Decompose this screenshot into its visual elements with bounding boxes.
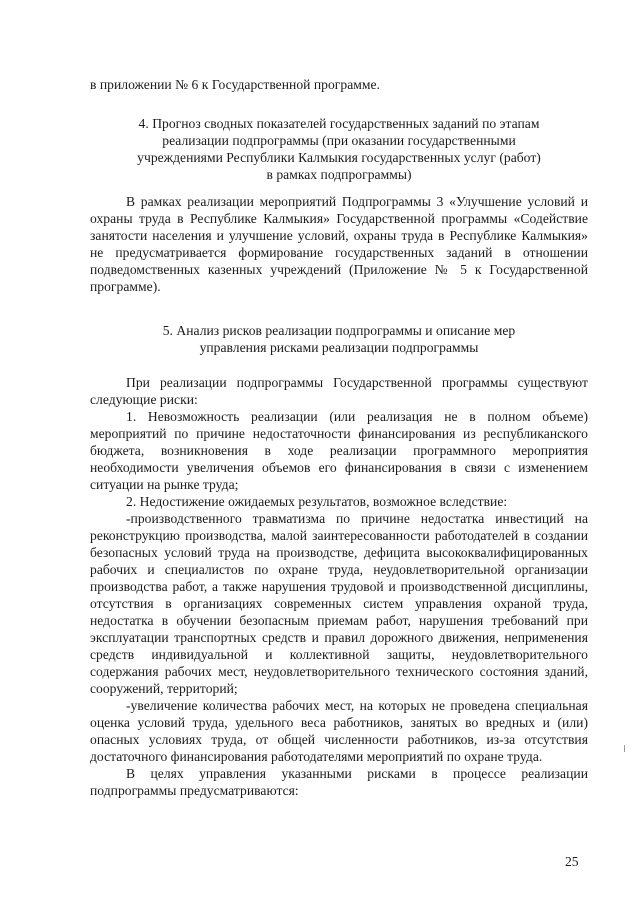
intro-text — [90, 76, 588, 93]
paragraph: -производственного травматизма по причине недостатка инвестиций на реконструкцию производства, малой заинтересованности работодателей в создании безопасных условий труда на производстве, дефицита высококвалифицированных рабочих и специалистов по охране труда, неудовлетворительной организации производства работ, а также нарушения трудовой и производственной дисциплины, отсутствия в организациях современных систем управления охраной труда, недостатка в обучении безопасным приемам работ, нарушения требований при эксплуатации транспортных средств и правил дорожного движения, неприменения средств индивидуальной и коллективной защиты, неудовлетворительного содержания рабочих мест, неудовлетворительного технического состояния зданий, сооружений, территорий; — [90, 511, 588, 696]
scan-mark — [624, 745, 625, 752]
page-number: 25 — [565, 854, 579, 869]
section-4-title: 4. Прогноз сводных показателей государственных заданий по этапам реализации подпрограммы (при оказании государственными учреждениями Республики Калмыкия государственных услуг (работ) в рамках подпрограммы) — [137, 116, 541, 182]
section-5-body — [90, 374, 588, 799]
section-4-heading — [90, 115, 588, 183]
intro-line: в приложении № 6 к Государственной программе. — [90, 77, 380, 92]
paragraph: При реализации подпрограммы Государственной программы существуют следующие риски: — [90, 375, 588, 407]
paragraph: -увеличение количества рабочих мест, на которых не проведена специальная оценка условий труда, удельного веса работников, занятых во вредных и (или) опасных условиях труда, от общей численности работников, из-за отсутствия достаточного финансирования работодателями мероприятий по охране труда. — [90, 698, 588, 764]
section-5-title: 5. Анализ рисков реализации подпрограммы и описание мер управления рисками реализации подпрограммы — [162, 323, 516, 355]
paragraph: В целях управления указанными рисками в процессе реализации подпрограммы предусматриваются: — [90, 766, 588, 798]
paragraph: 1. Невозможность реализации (или реализация не в полном объеме) мероприятий по причине недостаточности финансирования из республиканского бюджета, возникновения в ходе реализации программного мероприятия необходимости увеличения объемов его финансирования в связи с изменением ситуации на рынке труда; — [90, 409, 588, 492]
section-4-paragraph: В рамках реализации мероприятий Подпрограммы 3 «Улучшение условий и охраны труда в Республике Калмыкия» Государственной программы «Содействие занятости населения и улучшение условий, охраны труда в Республике Калмыкия» не предусматривается формирование государственных заданий в отношении подведомственных казенных учреждений (Приложение № 5 к Государственной программе). — [90, 194, 588, 294]
section-4-body — [90, 193, 588, 295]
section-5-heading — [90, 322, 588, 356]
paragraph: 2. Недостижение ожидаемых результатов, возможное вследствие: — [126, 494, 508, 509]
